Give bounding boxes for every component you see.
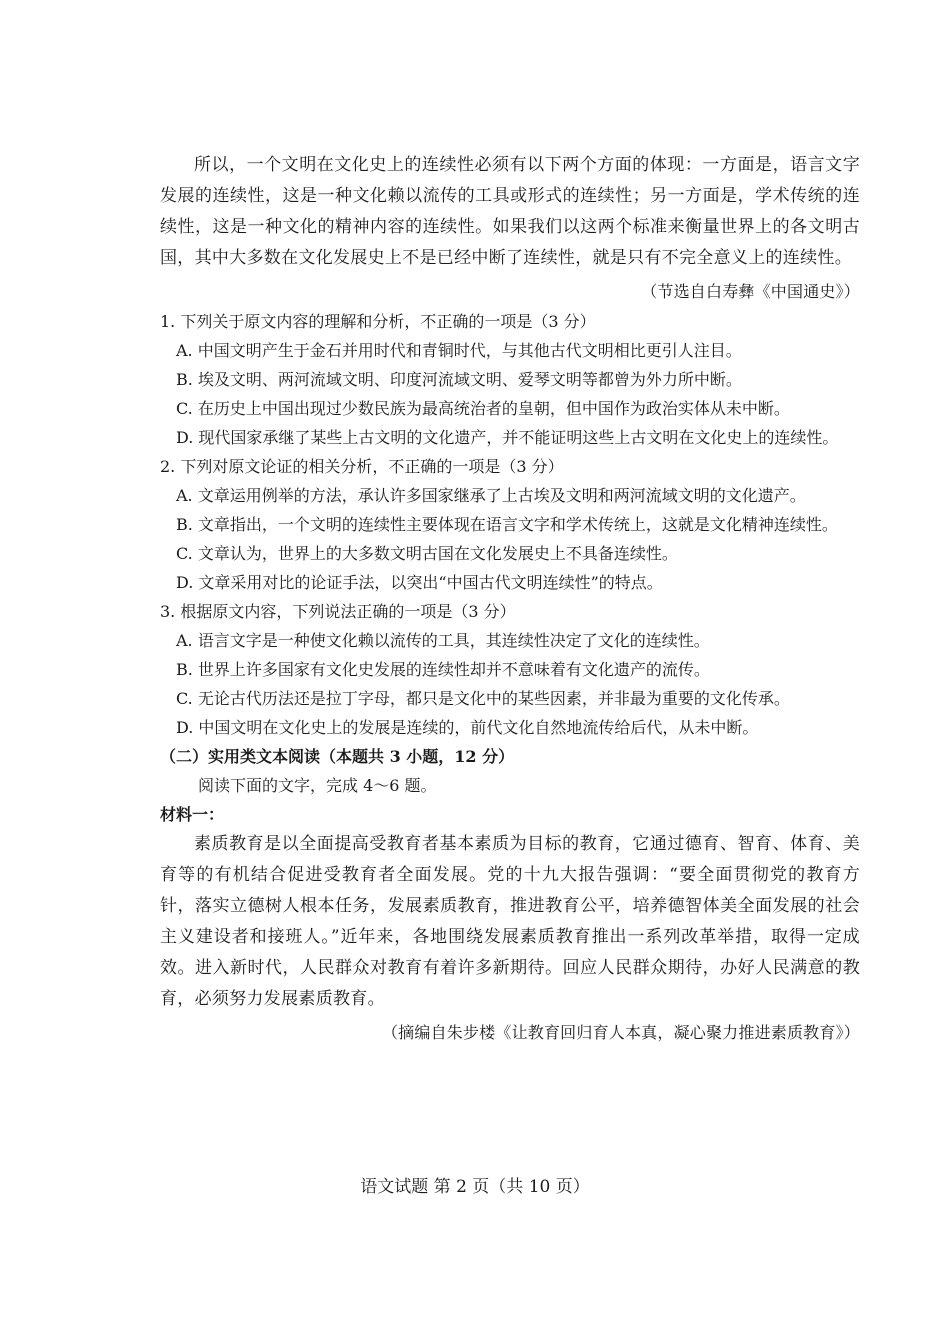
option-c: C. 在历史上中国出现过少数民族为最高统治者的皇朝，但中国作为政治实体从未中断。 (176, 399, 790, 418)
page-footer: 语文试题 第 2 页（共 10 页） (360, 1177, 590, 1197)
option-list (160, 481, 860, 597)
section-instruction: 阅读下面的文字，完成 4～6 题。 (198, 776, 437, 795)
option-d: D. 文章采用对比的论证手法，以突出“中国古代文明连续性”的特点。 (176, 573, 663, 592)
option-a: A. 语言文字是一种使文化赖以流传的工具，其连续性决定了文化的连续性。 (176, 631, 710, 650)
option-a: A. 文章运用例举的方法，承认许多国家继承了上古埃及文明和两河流域文明的文化遗产。 (176, 486, 806, 505)
passage-source: （节选自白寿彝《中国通史》） (641, 282, 860, 301)
option-d: D. 中国文明在文化史上的发展是连续的，前代文化自然地流传给后代，从未中断。 (176, 718, 759, 737)
material-source: （摘编自朱步楼《让教育回归育人本真，凝心聚力推进素质教育》） (381, 1023, 860, 1042)
passage-paragraph: 所以，一个文明在文化史上的连续性必须有以下两个方面的体现：一方面是，语言文字发展的连续性，这是一种文化赖以流传的工具或形式的连续性；另一方面是，学术传统的连续性，这是一种文化的精神内容的连续性。如果我们以这两个标准来衡量世界上的各文明古国，其中大多数在文化发展史上不是已经中断了连续性，就是只有不完全意义上的连续性。 (160, 155, 860, 268)
option-a: A. 中国文明产生于金石并用时代和青铜时代，与其他古代文明相比更引人注目。 (176, 341, 742, 360)
material-label: 材料一： (160, 805, 225, 824)
option-list (160, 336, 860, 452)
question-stem: 1. 下列关于原文内容的理解和分析，不正确的一项是（3 分） (160, 312, 596, 331)
option-b: B. 文章指出，一个文明的连续性主要体现在语言文字和学术传统上，这就是文化精神连续性。 (176, 515, 838, 534)
section-title: （二）实用类文本阅读（本题共 3 小题，12 分） (160, 747, 515, 766)
option-list (160, 626, 860, 742)
question-stem: 3. 根据原文内容，下列说法正确的一项是（3 分） (160, 602, 516, 621)
question-2 (160, 452, 860, 597)
material-paragraph: 素质教育是以全面提高受教育者基本素质为目标的教育，它通过德育、智育、体育、美育等的有机结合促进受教育者全面发展。党的十九大报告强调：“要全面贯彻党的教育方针，落实立德树人根本任务，发展素质教育，推进教育公平，培养德智体美全面发展的社会主义建设者和接班人。”近年来，各地围绕发展素质教育推出一系列改革举措，取得一定成效。进入新时代，人民群众对教育有着许多新期待。回应人民群众期待，办好人民满意的教育，必须努力发展素质教育。 (160, 834, 860, 1009)
question-1 (160, 307, 860, 452)
question-stem: 2. 下列对原文论证的相关分析，不正确的一项是（3 分） (160, 457, 564, 476)
option-d: D. 现代国家承继了某些上古文明的文化遗产，并不能证明这些上古文明在文化史上的连续性。 (176, 428, 839, 447)
option-b: B. 埃及文明、两河流域文明、印度河流域文明、爱琴文明等都曾为外力所中断。 (176, 370, 742, 389)
option-c: C. 无论古代历法还是拉丁字母，都只是文化中的某些因素，并非最为重要的文化传承。 (176, 689, 790, 708)
option-c: C. 文章认为，世界上的大多数文明古国在文化发展史上不具备连续性。 (176, 544, 678, 563)
exam-page (160, 150, 860, 1048)
question-3 (160, 597, 860, 742)
option-b: B. 世界上许多国家有文化史发展的连续性却并不意味着有文化遗产的流传。 (176, 660, 710, 679)
